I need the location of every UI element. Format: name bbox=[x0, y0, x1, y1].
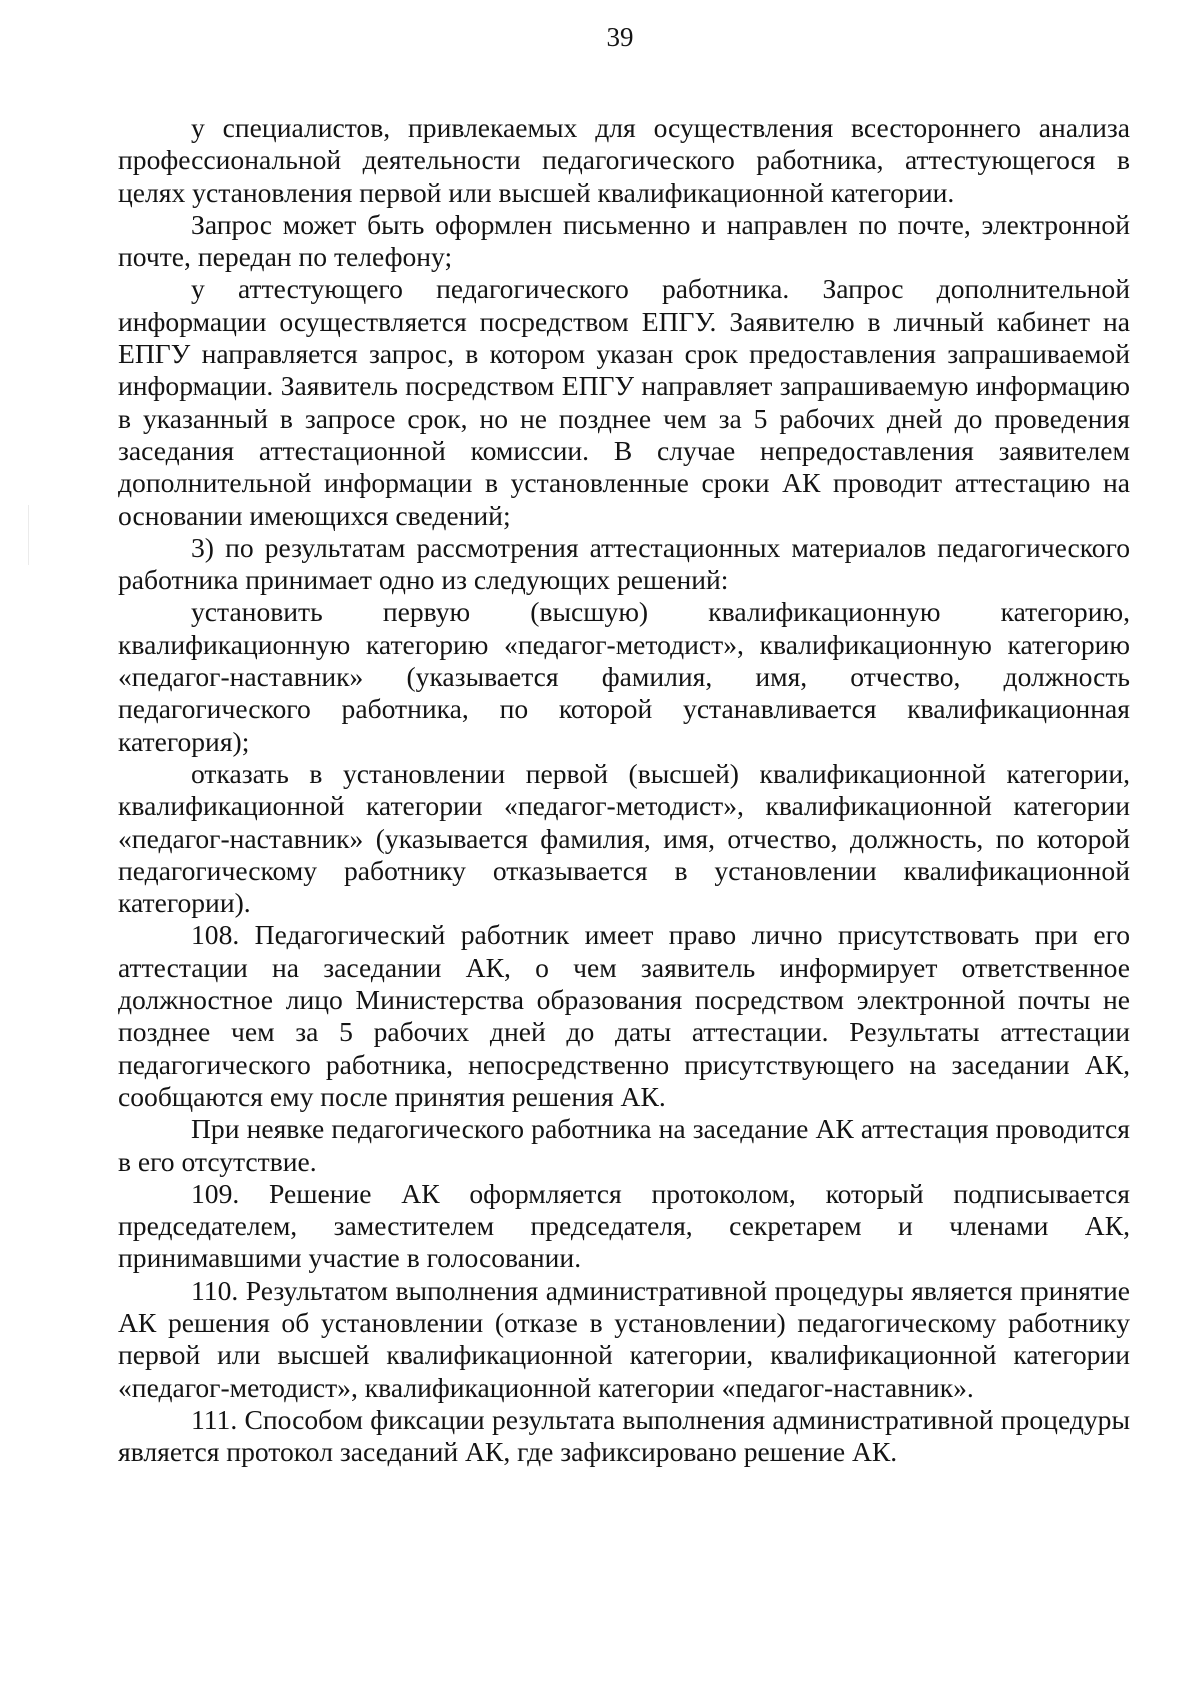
paragraph-108: 108. Педагогический работник имеет право лично присутствовать при его аттестации на заседании АК, о чем заявитель информирует ответственное должностное лицо Министерства образования посредством электронной почты не позднее чем за 5 рабочих дней до даты аттестации. Результаты аттестации педагогического работника, непосредственно присутствующего на заседании АК, сообщаются ему после принятия решения АК. bbox=[118, 919, 1130, 1112]
paragraph-decision-refuse: отказать в установлении первой (высшей) квалификационной категории, квалификационной категории «педагог-методист», квалификационной категории «педагог-наставник» (указывается фамилия, имя, отчество, должность, по которой педагогическому работнику отказывается в установлении квалификационной категории). bbox=[118, 757, 1130, 919]
paragraph-item-3: 3) по результатам рассмотрения аттестационных материалов педагогического работника принимает одно из следующих решений: bbox=[118, 531, 1130, 596]
paragraph-specialists: у специалистов, привлекаемых для осуществления всестороннего анализа профессиональной деятельности педагогического работника, аттестующегося в целях установления первой или высшей квалификационной категории. bbox=[118, 112, 1130, 208]
paragraph-111: 111. Способом фиксации результата выполнения административной процедуры является протокол заседаний АК, где зафиксировано решение АК. bbox=[118, 1403, 1130, 1468]
scan-margin-mark bbox=[28, 505, 29, 565]
paragraph-request-worker: у аттестующего педагогического работника. Запрос дополнительной информации осуществляется посредством ЕПГУ. Заявителю в личный кабинет на ЕПГУ направляется запрос, в котором указан срок предоставления запрашиваемой информации. Заявитель посредством ЕПГУ направляет запрашиваемую информацию в указанный в запросе срок, но не позднее чем за 5 рабочих дней до проведения заседания аттестационной комиссии. В случае непредоставления заявителем дополнительной информации в установленные сроки АК проводит аттестацию на основании имеющихся сведений; bbox=[118, 273, 1130, 531]
paragraph-absence: При неявке педагогического работника на заседание АК аттестация проводится в его отсутствие. bbox=[118, 1113, 1130, 1177]
paragraph-110: 110. Результатом выполнения административной процедуры является принятие АК решения об установлении (отказе в установлении) педагогическому работнику первой или высшей квалификационной категории, квалификационной категории «педагог-методист», квалификационной категории «педагог-наставник». bbox=[118, 1274, 1130, 1403]
paragraph-109: 109. Решение АК оформляется протоколом, который подписывается председателем, заместителем председателя, секретарем и членами АК, принимавшими участие в голосовании. bbox=[118, 1177, 1130, 1274]
document-body bbox=[118, 112, 1130, 1468]
page-number: 39 bbox=[606, 22, 634, 52]
paragraph-request-form: Запрос может быть оформлен письменно и направлен по почте, электронной почте, передан по телефону; bbox=[118, 208, 1130, 273]
paragraph-decision-establish: установить первую (высшую) квалификационную категорию, квалификационную категорию «педагог-методист», квалификационную категорию «педагог-наставник» (указывается фамилия, имя, отчество, должность педагогического работника, по которой устанавливается квалификационная категория); bbox=[118, 596, 1130, 757]
